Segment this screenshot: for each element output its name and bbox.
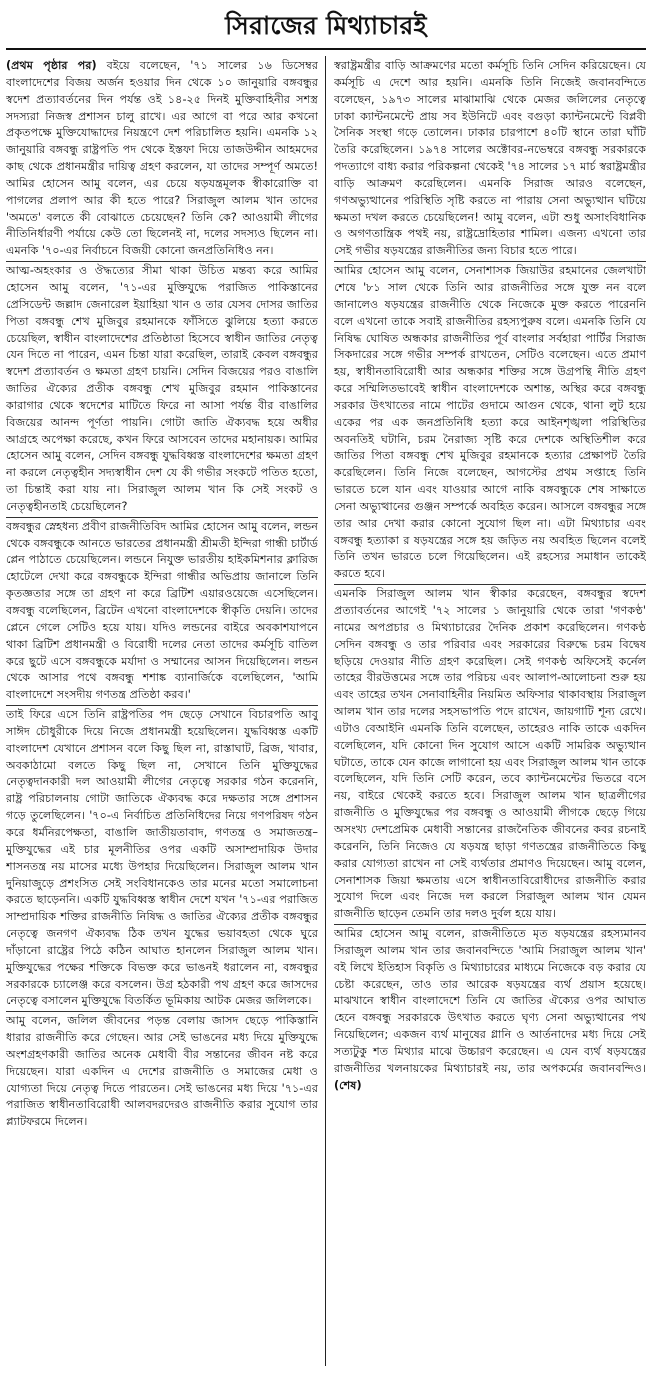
article-paragraph: আত্ম-অহংকার ও ঔদ্ধত্যের সীমা থাকা উচিত মন্তব্য করে আমির হোসেন আমু বলেন, '৭১-এর মুক্তিযুদ্ধে পরাজিত পাকিস্তানের প্রেসিডেন্ট জল্লাদ জেনারেল ইয়াহিয়া খান ও তার যেসব দোসর জাতির পিতা বঙ্গবন্ধু শেখ মুজিবুর রহমানকে ফাঁসিতে ঝুলিয়ে হত্যা করতে চেয়েছিল, স্বাধীন বাংলাদেশের প্রতিষ্ঠাতা হিসেবে স্বাধীন জাতির নেতৃত্ব যেন দিতে না পারেন, এমন চিন্তা যারা করেছিল, তারাই কেবল বঙ্গবন্ধুর স্বদেশ প্রত্যাবর্তন ও ক্ষমতা গ্রহণ চায়নি। সেদিন বিজয়ের পরও বাঙালি জাতির ঐক্যের প্রতীক বঙ্গবন্ধু শেখ মুজিবুর রহমান পাকিস্তানের কারাগার থেকে স্বদেশের মাটিতে ফিরে না আসা পর্যন্ত বীর বাঙালির বিজয়ের আনন্দ পূর্ণতা পায়নি। গোটা জাতি ঐক্যবদ্ধ হয়ে অধীর আগ্রহে অপেক্ষা করেছে, কখন ফিরে আসবেন তাদের মহানায়ক। আমির হোসেন আমু বলেন, সেদিন বঙ্গবন্ধু যুদ্ধবিধ্বস্ত বাংলাদেশের ক্ষমতা গ্রহণ না করলে নেতৃত্বহীন সদ্যস্বাধীন দেশ যে কী গভীর সংকটে পতিত হতো, তা চিন্তাই করা যায় না। সিরাজুল আলম খান কি সেই সংকট ও নেতৃত্বহীনতাই চেয়েছিলেন? — [6, 261, 318, 517]
article-paragraph: এমনকি সিরাজুল আলম খান স্বীকার করেছেন, বঙ্গবন্ধুর স্বদেশ প্রত্যাবর্তনের আগেই '৭২ সালের ১ জানুয়ারি থেকে তারা 'গণকণ্ঠ' নামের অপপ্রচার ও মিথ্যাচারের দৈনিক প্রকাশ করেছিলেন। গণকণ্ঠ সেদিন বঙ্গবন্ধু ও তার পরিবার এবং সরকারের বিরুদ্ধে চরম বিদ্বেষ ছড়িয়ে দেওয়ার নীতি গ্রহণ করেছিল। সেই গণকণ্ঠ অফিসেই কর্নেল তাহের বীরউত্তমের সঙ্গে তার পরিচয় এবং আলাপ-আলোচনা শুরু হয় এবং তাহের তখন সেনাবাহিনীর নিয়মিত অফিসার থাকাবস্থায় সিরাজুল আলম খান তার দলের সহসভাপতি পদে রাখেন, জায়গাটি শূন্য রেখে। এটাও বেআইনি এমনকি তিনি বলেছেন, তাহেরও নাকি তাকে একদিন বলেছিলেন, যদি কোনো দিন সুযোগ আসে একটি সামরিক অভ্যুত্থান ঘটাতে, তাকে যেন কাজে লাগানো হয় এবং সিরাজুল আলম খান তাকে বলেছিলেন, যদি তিনি সেটি করেন, তবে ক্যান্টনমেন্টের ভিতরে বসে নয়, বাইরে থেকেই করতে হবে। সিরাজুল আলম খান ছাত্রলীগের রাজনীতি ও মুক্তিযুদ্ধের পর বঙ্গবন্ধু ও আওয়ামী লীগকে ছেড়ে গিয়ে অসংখ্য দেশপ্রেমিক মেধাবী সন্তানের রাজনৈতিক জীবনের কবর রচনাই করেননি, তিনি নিজেও যে ষড়যন্ত্র ছাড়া গণতন্ত্রের রাজনীতিতে কিছু করার যোগ্যতা রাখেন না সেই ব্যর্থতার প্রমাণও দিয়েছেন। আমু বলেন, সেনাশাসক জিয়া ক্ষমতায় এসে স্বাধীনতাবিরোধীদের রাজনীতি করার সুযোগ দিলে এবং নিজে দল করলে সিরাজুল আলম খান যেমন রাজনীতি ছাড়েন তেমনি তার দলও দুর্বল হয়ে যায়। — [334, 584, 646, 924]
article-paragraph — [334, 924, 646, 1095]
article-column-right — [334, 58, 646, 1364]
article-paragraph — [6, 58, 318, 261]
article-paragraph: বঙ্গবন্ধুর স্নেহধন্য প্রবীণ রাজনীতিবিদ আমির হোসেন আমু বলেন, লন্ডন থেকে বঙ্গবন্ধুকে আনতে ভারতের প্রধানমন্ত্রী শ্রীমতী ইন্দিরা গান্ধী চার্টার্ড প্লেন পাঠাতে চেয়েছিলেন। লন্ডনে নিযুক্ত ভারতীয় হাইকমিশনার ক্লারিজ হোটেলে দেখা করে বঙ্গবন্ধুকে ইন্দিরা গান্ধীর অভিপ্রায় জানালে তিনি কৃতজ্ঞতার সঙ্গে তা গ্রহণ না করে ব্রিটিশ এয়ারওয়েজে এসেছিলেন। বঙ্গবন্ধু বলেছিলেন, ব্রিটেন এখনো বাংলাদেশকে স্বীকৃতি দেয়নি। তাদের প্লেনে গেলে সেটিও হয়ে যায়। যদিও লন্ডনের বাইরে অবকাশযাপনে থাকা ব্রিটিশ প্রধানমন্ত্রী ও বিরোধী দলের নেতা তাদের কর্মসূচি বাতিল করে ছুটে এসে বঙ্গবন্ধুকে মর্যাদা ও সম্মানের আসন দিয়েছিলেন। লন্ডন থেকে আসার পথে বঙ্গবন্ধু শশাঙ্ক ব্যানার্জিকে বলেছিলেন, 'আমি বাংলাদেশে সংসদীয় গণতন্ত্র প্রতিষ্ঠা করব।' — [6, 517, 318, 705]
article-headline: সিরাজের মিথ্যাচারই — [225, 11, 427, 40]
headline-bar — [6, 4, 646, 50]
article-paragraph: স্বরাষ্ট্রমন্ত্রীর বাড়ি আক্রমণের মতো কর্মসূচি তিনি সেদিন করিয়েছেন। যে কর্মসূচি এ দেশে আর হয়নি। এমনকি তিনি নিজেই জবানবন্দিতে বলেছেন, ১৯৭৩ সালের মাঝামাঝি থেকে মেজর জলিলের নেতৃত্বে ঢাকা ক্যান্টনমেন্টে প্রায় সব ইউনিটে এবং বগুড়া ক্যান্টনমেন্টে বিপ্লবী সৈনিক সংস্থা গড়ে তোলেন। ঢাকার চারপাশে ৪০টি স্থানে তারা ঘাঁটি তৈরি করেছিলেন। ১৯৭৪ সালের অক্টোবর-নভেম্বরে বঙ্গবন্ধু সরকারকে পদত্যাগে বাধ্য করার পরিকল্পনা থেকেই '৭৪ সালের ১৭ মার্চ স্বরাষ্ট্রমন্ত্রীর বাড়ি আক্রমণ করেছিলেন। এমনকি সিরাজ আরও বলেছেন, গণঅভ্যুত্থানের পরিস্থিতি সৃষ্টি করতে না পারায় সেনা অভ্যুত্থান ঘটিয়ে ক্ষমতা দখল করতে চেয়েছিলেন! আমু বলেন, এটা শুধু অসাংবিধানিক ও অগণতান্ত্রিক পথই নয়, রাষ্ট্রদ্রোহিতার শামিল। এজন্য এখনো তার সেই গভীর ষড়যন্ত্রের রাজনীতির জন্য বিচার হতে পারে। — [334, 59, 646, 258]
article-paragraph: তাই ফিরে এসে তিনি রাষ্ট্রপতির পদ ছেড়ে সেখানে বিচারপতি আবু সাঈদ চৌধুরীকে দিয়ে নিজে প্রধানমন্ত্রী হয়েছিলেন। যুদ্ধবিধ্বস্ত একটি বাংলাদেশ যেখানে প্রশাসন বলে কিছু ছিল না, রাস্তাঘাট, ব্রিজ, খাবার, অবকাঠামো বলতে কিছু ছিল না, সেখানে তিনি মুক্তিযুদ্ধের নেতৃত্বদানকারী দল আওয়ামী লীগের নেতৃত্বে সরকার গঠন করেননি, রাষ্ট্র পরিচালনায় গোটা জাতিকে ঐক্যবদ্ধ করে দক্ষতার সঙ্গে প্রশাসন গড়ে তুলেছিলেন। '৭০-এ নির্বাচিত প্রতিনিধিদের নিয়ে গণপরিষদ গঠন করে ধর্মনিরপেক্ষতা, বাঙালি জাতীয়তাবাদ, গণতন্ত্র ও সমাজতন্ত্র– মুক্তিযুদ্ধের এই চার মূলনীতির ওপর একটি অসাম্প্রদায়িক উদার শাসনতন্ত্র নয় মাসের মধ্যে উপহার দিয়েছিলেন। সিরাজুল আলম খান দুনিয়াজুড়ে প্রশংসিত সেই সংবিধানকেও তার মনের মতো সমালোচনা করতে ছাড়েননি। একটি যুদ্ধবিধ্বস্ত স্বাধীন দেশে যখন '৭১-এর পরাজিত সাম্প্রদায়িক শক্তির রাজনীতি নিষিদ্ধ ও জাতির ঐক্যের প্রতীক বঙ্গবন্ধুর নেতৃত্বে জনগণ ঐক্যবদ্ধ ঠিক তখন যুদ্ধের ভয়াবহতা থেকে ঘুরে দাঁড়ানো রাষ্ট্রের পিঠে কঠিন আঘাত হানলেন সিরাজুল আলম খান। মুক্তিযুদ্ধের পক্ষের শক্তিকে বিভক্ত করে ভাঙনই ধরালেন না, বঙ্গবন্ধুর সরকারকে চ্যালেঞ্জ করে বসলেন। উগ্র হঠকারী পথ গ্রহণ করে জাসদের নেতৃত্বে বসালেন মুক্তিযুদ্ধে বিতর্কিত ভূমিকায় আটক মেজর জলিলকে। — [6, 705, 318, 1011]
paragraph-text: বইয়ে বলেছেন, '৭১ সালের ১৬ ডিসেম্বর বাংলাদেশের বিজয় অর্জন হওয়ার দিন থেকে ১০ জানুয়ারি বঙ্গবন্ধুর স্বদেশ প্রত্যাবর্তনের দিন পর্যন্ত ওই ১৪-২৫ দিনই মুক্তিবাহিনীর সশস্ত্র সদস্যরা নিজস্ব প্রশাসন চালু রাখে। এর আগে বা পরে আর কখনো প্রকৃতপক্ষে মুক্তিযোদ্ধাদের নিয়ন্ত্রণে দেশ পরিচালিত হয়নি। এমনকি ১২ জানুয়ারি বঙ্গবন্ধু রাষ্ট্রপতি পদ থেকে ইস্তফা দিয়ে তাজউদ্দীন আহমদের কাছ থেকে প্রধানমন্ত্রীর দায়িত্ব গ্রহণ করলেন, যা তাদের সম্পূর্ণ অমতে! আমির হোসেন আমু বলেন, এর চেয়ে ষড়যন্ত্রমূলক স্বীকারোক্তি বা পাগলের প্রলাপ আর কী হতে পারে? সিরাজুল আলম খান তাদের 'অমতে' বলতে কী বোঝাতে চেয়েছেন? তিনি কে? আওয়ামী লীগের নীতিনির্ধারণী পর্যায়ে কেউ তো ছিলেনই না, দলের সদস্যও ছিলেন না। এমনকি '৭০-এর নির্বাচনে বিজয়ী কোনো জনপ্রতিনিধিও নন। — [6, 59, 318, 258]
article-column-left — [6, 58, 318, 1364]
continued-from-label: (প্রথম পৃষ্ঠার পর) — [6, 59, 97, 72]
end-label: (শেষ) — [334, 1078, 362, 1092]
paragraph-text: আমির হোসেন আমু বলেন, রাজনীতিতে মৃত ষড়যন্ত্রের রহস্যমানব সিরাজুল আলম খান তার জবানবন্দিতে 'আমি সিরাজুল আলম খান' বই লিখে ইতিহাস বিকৃতি ও মিথ্যাচারের মাধ্যমে নিজেকে বড় করার যে চেষ্টা করেছেন, তাও তার আরেক ষড়যন্ত্রের ব্যর্থ প্রয়াস হয়েছে। মাঝখানে স্বাধীন বাংলাদেশে তিনি যে জাতির ঐক্যের ওপর আঘাত হেনে বঙ্গবন্ধু সরকারকে উৎখাত করতে ঘৃণ্য সেনা অভ্যুত্থানের পথ নিয়েছিলেন; একজন ব্যর্থ মানুষের গ্লানি ও আর্তনাদের মধ্য দিয়ে সেই সত্যটুকু শত মিথ্যার মাঝে উচ্চারণ করেছেন। এ যেন ব্যর্থ ষড়যন্ত্রের রাজনীতির খলনায়কের মিথ্যাচারই নয়, তার অপকর্মের জবানবন্দিও। — [334, 927, 646, 1075]
column-divider — [325, 56, 326, 1366]
article-paragraph: আমু বলেন, জলিল জীবনের পড়ন্ত বেলায় জাসদ ছেড়ে পাকিস্তানি ধারার রাজনীতি করে গেছেন। আর সেই ভাঙনের মধ্য দিয়ে মুক্তিযুদ্ধে অংশগ্রহণকারী জাতির অনেক মেধাবী বীর সন্তানের জীবন নষ্ট করে দিয়েছেন। যারা একদিন এ দেশের রাজনীতি ও সমাজের মেধা ও যোগ্যতা দিয়ে নেতৃত্ব দিতে পারতেন। সেই ভাঙনের মধ্য দিয়ে '৭১-এর পরাজিত স্বাধীনতাবিরোধী আলবদরদেরও রাজনীতি করার সুযোগ তার প্ল্যাটফরমে দিলেন। — [6, 1011, 318, 1132]
article-paragraph: আমির হোসেন আমু বলেন, সেনাশাসক জিয়াউর রহমানের জেলখাটা শেষে '৮১ সাল থেকে তিনি আর রাজনীতির সঙ্গে যুক্ত নন বলে জানালেও ষড়যন্ত্রের রাজনীতি থেকে নিজেকে মুক্ত করতে পারেননি বলে এখনো তাকে সবাই রাজনীতির রহস্যপুরুষ বলে। এমনকি তিনি যে নিষিদ্ধ ঘোষিত অন্ধকার রাজনীতির পূর্ব বাংলার সর্বহারা পার্টির সিরাজ সিকদারের সঙ্গে গভীর সম্পর্ক রাখতেন, সেটিও বলেছেন। এতে প্রমাণ হয়, স্বাধীনতাবিরোধী আর অন্ধকার শক্তির সঙ্গে উগ্রপন্থি নীতি গ্রহণ করে সম্মিলিতভাবেই স্বাধীন বাংলাদেশকে অশান্ত, অস্থির করে বঙ্গবন্ধু সরকার উৎখাতের নামে পাটের গুদামে আগুন থেকে, থানা লুট হয়ে একের পর এক জনপ্রতিনিধি হত্যা করে আইনশৃঙ্খলা পরিস্থিতির অবনতিই ঘটানি, চরম নৈরাজ্য সৃষ্টি করে দেশকে অস্থিতিশীল করে জাতির পিতা বঙ্গবন্ধু শেখ মুজিবুর রহমানকে হত্যার প্রেক্ষাপট তৈরি করেছিলেন। তিনি নিজে বলেছেন, আগস্টের প্রথম সপ্তাহে তিনি ভারতে চলে যান এবং যাওয়ার আগে নাকি বঙ্গবন্ধুকে শেষ সাক্ষাতে সেনা অভ্যুত্থানের গুঞ্জন সম্পর্কে অবহিত করেন। আসলে বঙ্গবন্ধুর সঙ্গে তার আর দেখা করার কোনো সুযোগ ছিল না। এটা মিথ্যাচার এবং বঙ্গবন্ধু হত্যাকা র ষড়যন্ত্রের সঙ্গে হয় জড়িত নয় অবহিত ছিলেন বলেই তিনি তখন ভারতে চলে গিয়েছিলেন। এই রহস্যের সমাধান তাকেই করতে হবে। — [334, 261, 646, 584]
